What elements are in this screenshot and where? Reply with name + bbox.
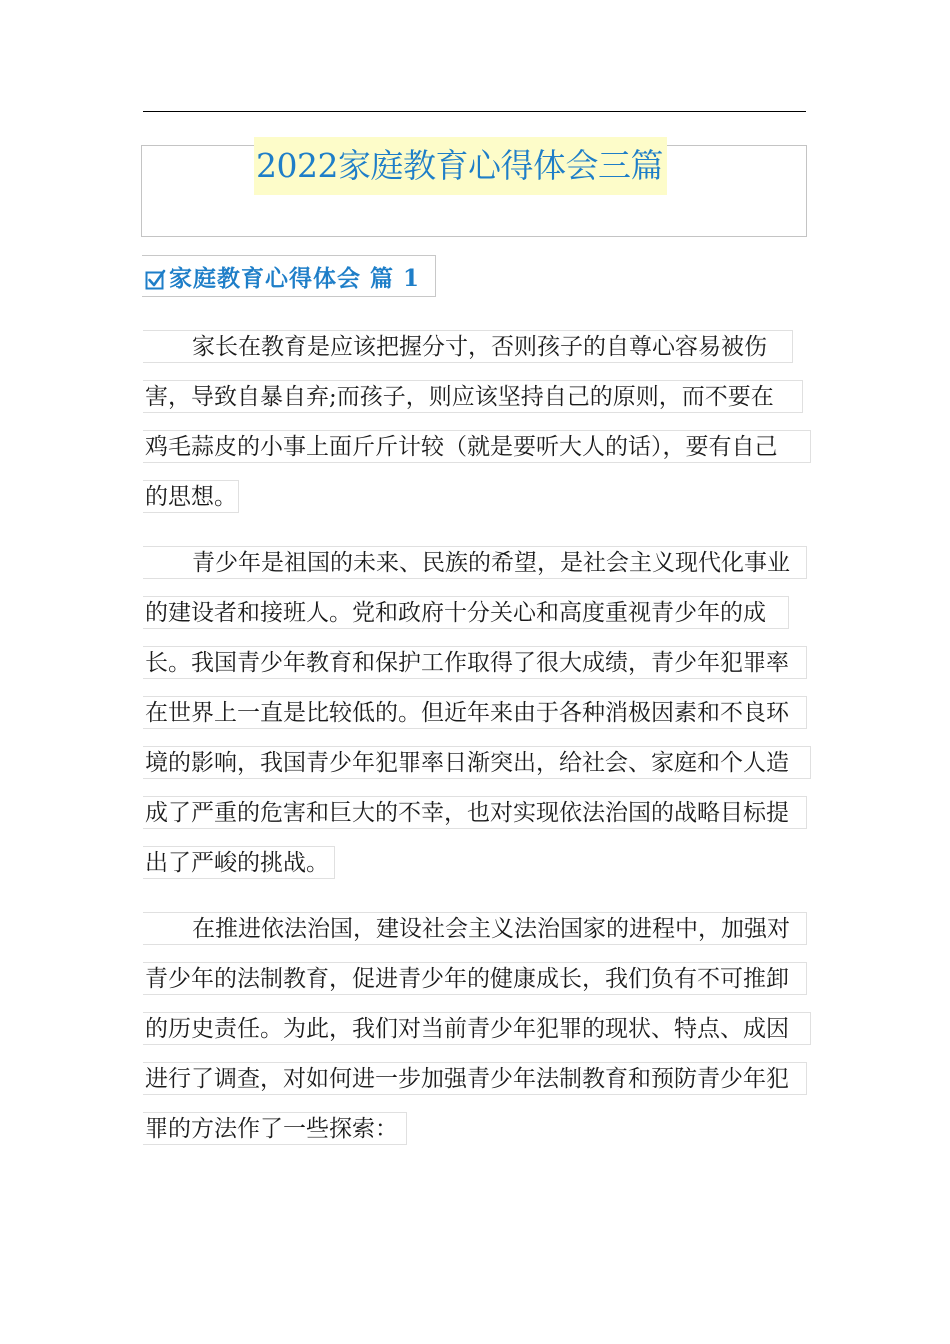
paragraph-2-line-6: 成了严重的危害和巨大的不幸，也对实现依法治国的战略目标提 xyxy=(143,796,807,829)
paragraph-1-line-4: 的思想。 xyxy=(143,480,239,513)
paragraph-1-line-2: 害，导致自暴自弃;而孩子，则应该坚持自己的原则，而不要在 xyxy=(143,380,803,413)
paragraph-2-line-2: 的建设者和接班人。党和政府十分关心和高度重视青少年的成 xyxy=(143,596,789,629)
paragraph-1-line-3: 鸡毛蒜皮的小事上面斤斤计较（就是要听大人的话），要有自己 xyxy=(143,430,811,463)
paragraph-2-line-7: 出了严峻的挑战。 xyxy=(143,846,335,879)
paragraph-1-line-1: 家长在教育是应该把握分寸，否则孩子的自尊心容易被伤 xyxy=(143,330,793,363)
paragraph-2-line-3: 长。我国青少年教育和保护工作取得了很大成绩，青少年犯罪率 xyxy=(143,646,807,679)
paragraph-2-line-1: 青少年是祖国的未来、民族的希望，是社会主义现代化事业 xyxy=(143,546,807,579)
paragraph-2-line-5: 境的影响，我国青少年犯罪率日渐突出，给社会、家庭和个人造 xyxy=(143,746,811,779)
section-heading-label: 家庭教育心得体会 篇 1 xyxy=(169,264,421,292)
header-rule xyxy=(143,111,806,112)
paragraph-2-line-4: 在世界上一直是比较低的。但近年来由于各种消极因素和不良环 xyxy=(143,696,807,729)
paragraph-3-line-3: 的历史责任。为此，我们对当前青少年犯罪的现状、特点、成因 xyxy=(143,1012,811,1045)
checkbox-checked-icon xyxy=(145,269,167,291)
section-heading xyxy=(142,255,436,297)
paragraph-3-line-1: 在推进依法治国，建设社会主义法治国家的进程中，加强对 xyxy=(143,912,807,945)
paragraph-3-line-5: 罪的方法作了一些探索： xyxy=(143,1112,407,1145)
paragraph-3-line-2: 青少年的法制教育，促进青少年的健康成长，我们负有不可推卸 xyxy=(143,962,807,995)
document-title: 2022家庭教育心得体会三篇 xyxy=(254,137,667,195)
paragraph-3-line-4: 进行了调查，对如何进一步加强青少年法制教育和预防青少年犯 xyxy=(143,1062,807,1095)
